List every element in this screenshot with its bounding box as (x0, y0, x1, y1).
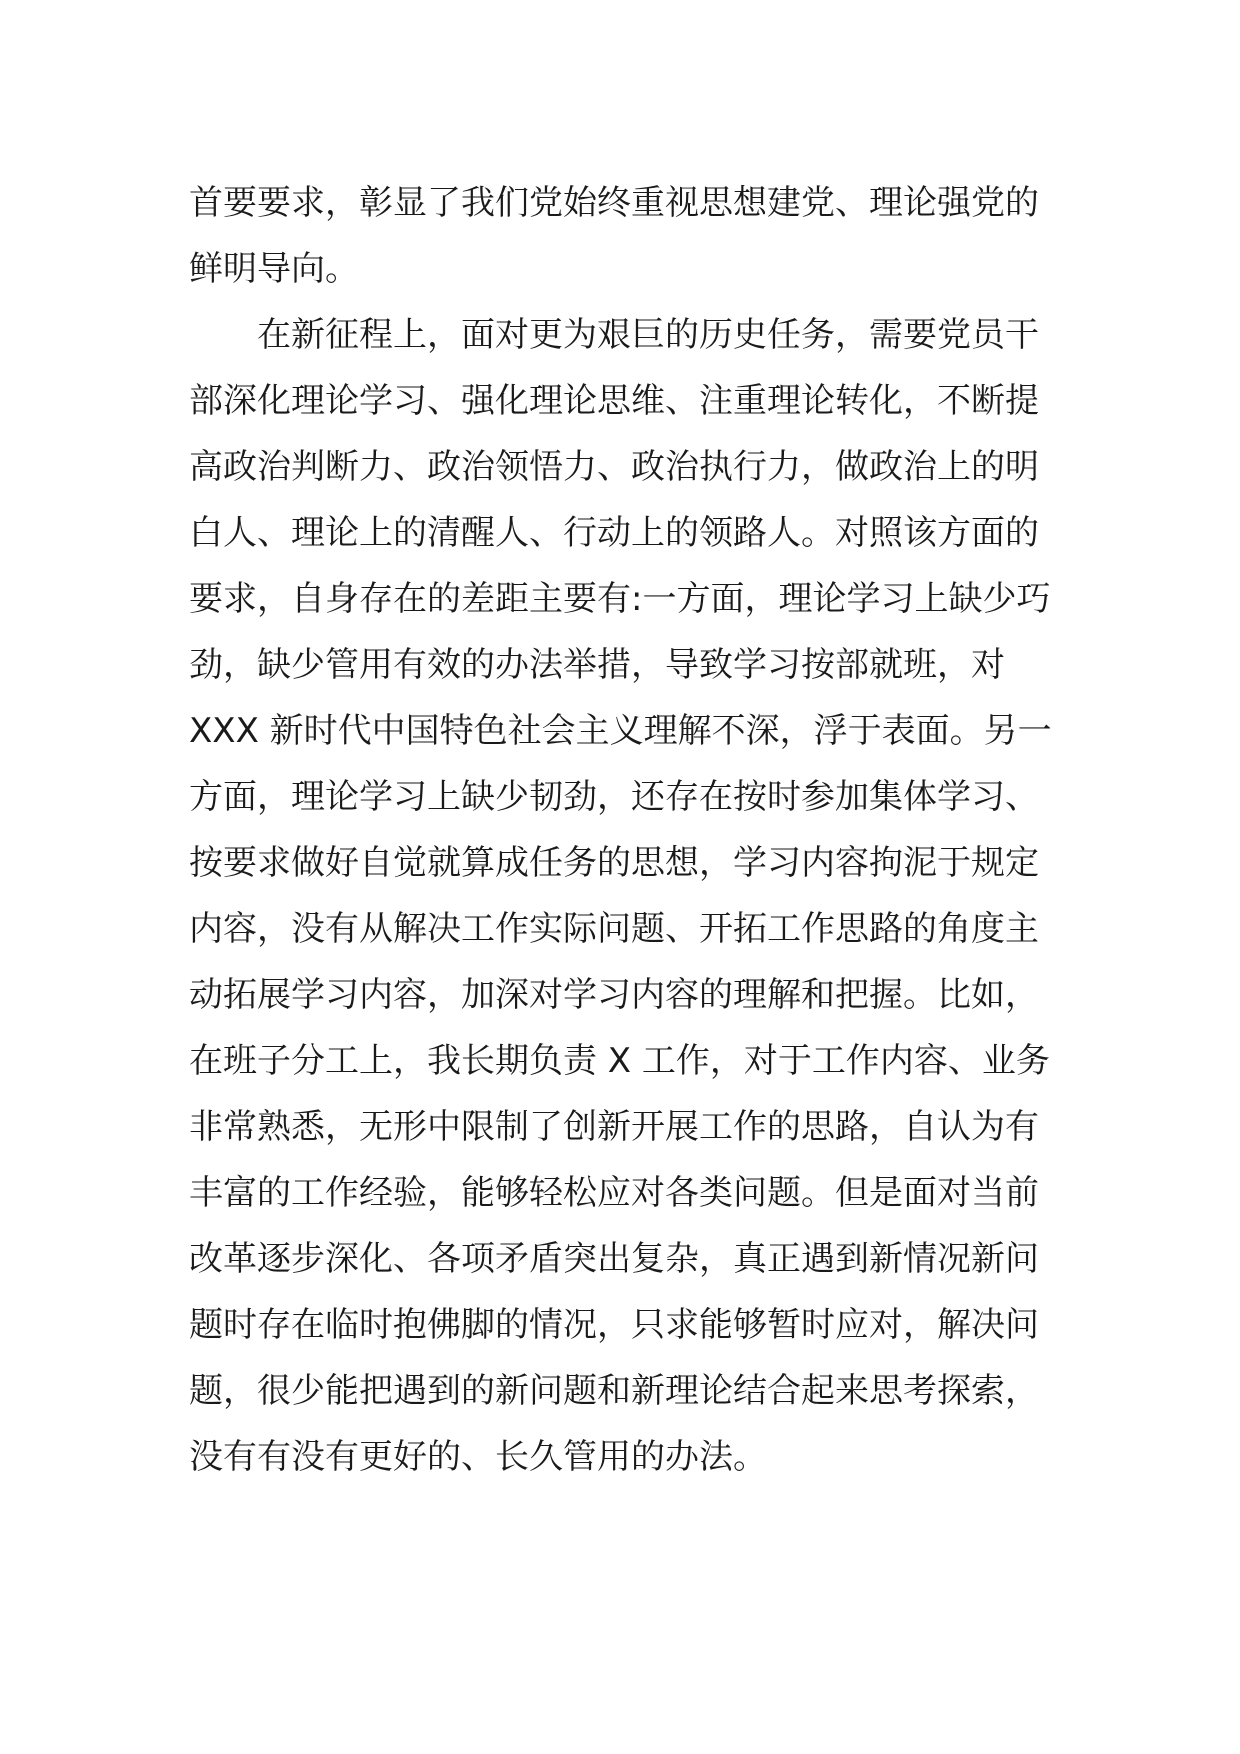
text-line: 方面，理论学习上缺少韧劲，还存在按时参加集体学习、 (189, 777, 1039, 817)
text-line: 按要求做好自觉就算成任务的思想，学习内容拘泥于规定 (189, 843, 1039, 883)
text-line: 非常熟悉，无形中限制了创新开展工作的思路，自认为有 (189, 1107, 1039, 1147)
text-line: 改革逐步深化、各项矛盾突出复杂，真正遇到新情况新问 (189, 1239, 1039, 1279)
text-line: 题时存在临时抱佛脚的情况，只求能够暂时应对，解决问 (189, 1305, 1039, 1345)
text-line: 动拓展学习内容，加深对学习内容的理解和把握。比如， (189, 975, 1039, 1015)
text-line: 白人、理论上的清醒人、行动上的领路人。对照该方面的 (189, 513, 1039, 553)
text-line: XXX 新时代中国特色社会主义理解不深，浮于表面。另一 (189, 711, 1052, 751)
paragraph-2 (189, 302, 1069, 1490)
text-line: 劲，缺少管用有效的办法举措，导致学习按部就班，对 (189, 645, 1005, 685)
text-line: 在新征程上，面对更为艰巨的历史任务，需要党员干 (189, 315, 1039, 355)
text-line: 首要要求，彰显了我们党始终重视思想建党、理论强党的 (189, 183, 1039, 223)
paragraph-1 (189, 170, 1069, 302)
text-line: 丰富的工作经验，能够轻松应对各类问题。但是面对当前 (189, 1173, 1039, 1213)
text-line: 要求，自身存在的差距主要有:一方面，理论学习上缺少巧 (189, 579, 1051, 619)
text-line: 在班子分工上，我长期负责 X 工作，对于工作内容、业务 (189, 1041, 1050, 1081)
text-line: 高政治判断力、政治领悟力、政治执行力，做政治上的明 (189, 447, 1039, 487)
text-line: 题，很少能把遇到的新问题和新理论结合起来思考探索， (189, 1371, 1039, 1411)
text-line: 内容，没有从解决工作实际问题、开拓工作思路的角度主 (189, 909, 1039, 949)
text-line: 部深化理论学习、强化理论思维、注重理论转化，不断提 (189, 381, 1039, 421)
text-line: 鲜明导向。 (189, 249, 359, 289)
text-line: 没有有没有更好的、长久管用的办法。 (189, 1437, 767, 1477)
body-text (189, 170, 1069, 1490)
